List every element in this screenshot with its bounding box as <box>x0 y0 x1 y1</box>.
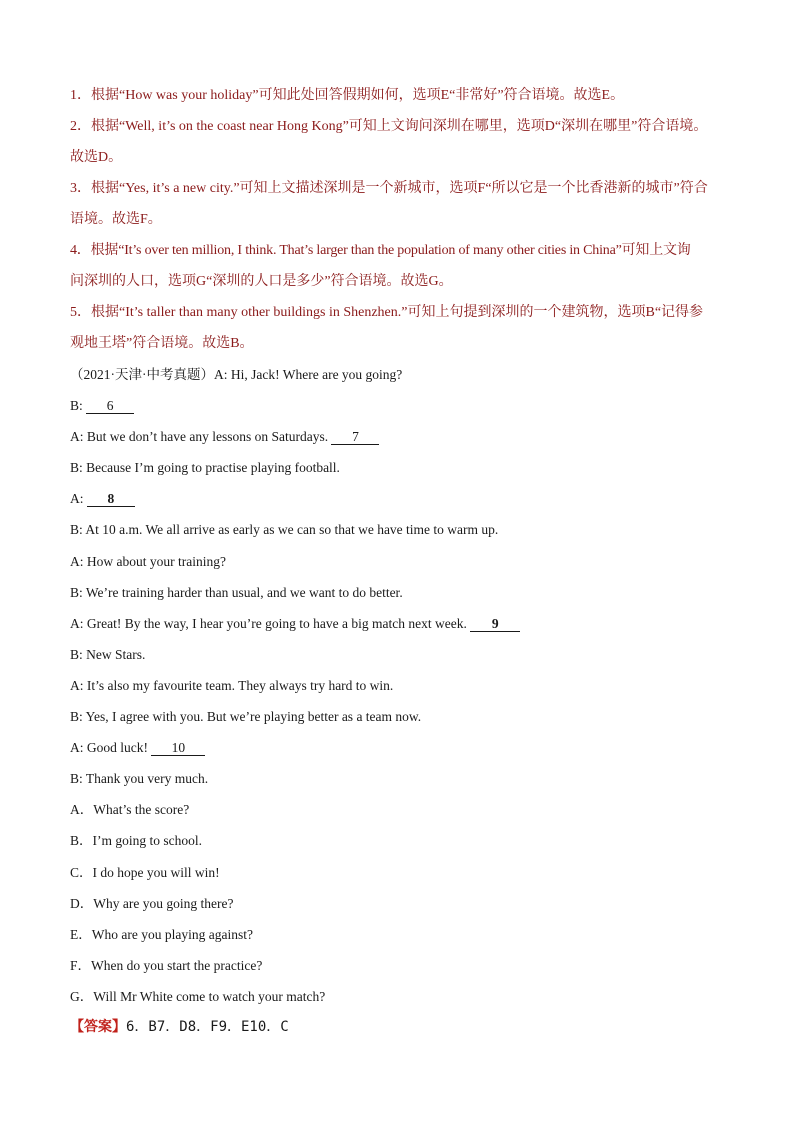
dialogue-line: A: How about your training? <box>70 553 226 569</box>
dialogue-line: B: Thank you very much. <box>70 771 209 787</box>
dialogue-line: B: Because I’m going to practise playing football. <box>70 460 340 476</box>
option-f: F．When do you start the practice? <box>70 957 263 973</box>
answer-tag: 【答案】 <box>70 1018 126 1035</box>
dialogue-line: B: We’re training harder than usual, and we want to do better. <box>70 584 403 600</box>
blank-6: 6 <box>86 399 134 414</box>
document-page <box>70 80 720 1043</box>
blank-9: 9 <box>470 617 520 632</box>
answer-line <box>70 1012 720 1043</box>
explanation-line: 故选D。 <box>70 150 123 165</box>
blank-7: 7 <box>331 430 379 445</box>
dialogue-text: A: Great! By the way, I hear you’re going to have a big match next week. <box>70 615 471 631</box>
explanation-line: 2．根据“Well, it’s on the coast near Hong Kong”可知上文询问深圳在哪里，选项D“深圳在哪里”符合语境。 <box>70 119 708 134</box>
explanation-line: 3．根据“Yes, it’s a new city.”可知上文描述深圳是一个新城市，选项F“所以它是一个比香港新的城市”符合 <box>70 181 708 196</box>
explanation-block <box>70 80 720 359</box>
dialogue-text: A: But we don’t have any lessons on Saturdays. <box>70 429 332 445</box>
dialogue-line: B: At 10 a.m. We all arrive as early as we can so that we have time to warm up. <box>70 522 499 538</box>
blank-8: 8 <box>87 492 135 507</box>
option-d: D．Why are you going there? <box>70 895 234 911</box>
dialogue-line <box>70 390 720 421</box>
dialogue-line <box>70 421 720 452</box>
question-source: （2021·天津·中考真题）A: Hi, Jack! Where are you going? <box>70 367 403 382</box>
explanation-line: 语境。故选F。 <box>70 212 162 227</box>
answer-text: 6．B7．D8．F9．E10．C <box>126 1018 289 1035</box>
explanation-line: 4．根据“It’s over ten million, I think. That’s larger than the population of many other cities in China”可知上文询 <box>70 243 691 258</box>
explanation-line: 1．根据“How was your holiday”可知此处回答假期如何，选项E“非常好”符合语境。故选E。 <box>70 88 625 103</box>
speaker-label: A: <box>70 491 87 507</box>
dialogue-line: B: New Stars. <box>70 646 146 662</box>
blank-10: 10 <box>151 741 205 756</box>
speaker-label: B: <box>70 398 87 414</box>
dialogue-line <box>70 732 720 763</box>
explanation-line: 问深圳的人口，选项G“深圳的人口是多少”符合语境。故选G。 <box>70 274 453 289</box>
dialogue-block <box>70 359 720 794</box>
option-b: B．I’m going to school. <box>70 833 202 849</box>
options-block <box>70 794 720 1012</box>
explanation-line: 观地王塔”符合语境。故选B。 <box>70 336 254 351</box>
dialogue-line <box>70 608 720 639</box>
explanation-line: 5．根据“It’s taller than many other buildings in Shenzhen.”可知上句提到深圳的一个建筑物，选项B“记得参 <box>70 305 704 320</box>
option-c: C．I do hope you will win! <box>70 864 220 880</box>
option-a: A．What’s the score? <box>70 802 190 818</box>
option-g: G．Will Mr White come to watch your match? <box>70 988 326 1004</box>
dialogue-line <box>70 483 720 514</box>
dialogue-line: B: Yes, I agree with you. But we’re playing better as a team now. <box>70 709 422 725</box>
option-e: E．Who are you playing against? <box>70 926 253 942</box>
dialogue-text: A: Good luck! <box>70 740 152 756</box>
dialogue-line: A: It’s also my favourite team. They always try hard to win. <box>70 677 394 693</box>
